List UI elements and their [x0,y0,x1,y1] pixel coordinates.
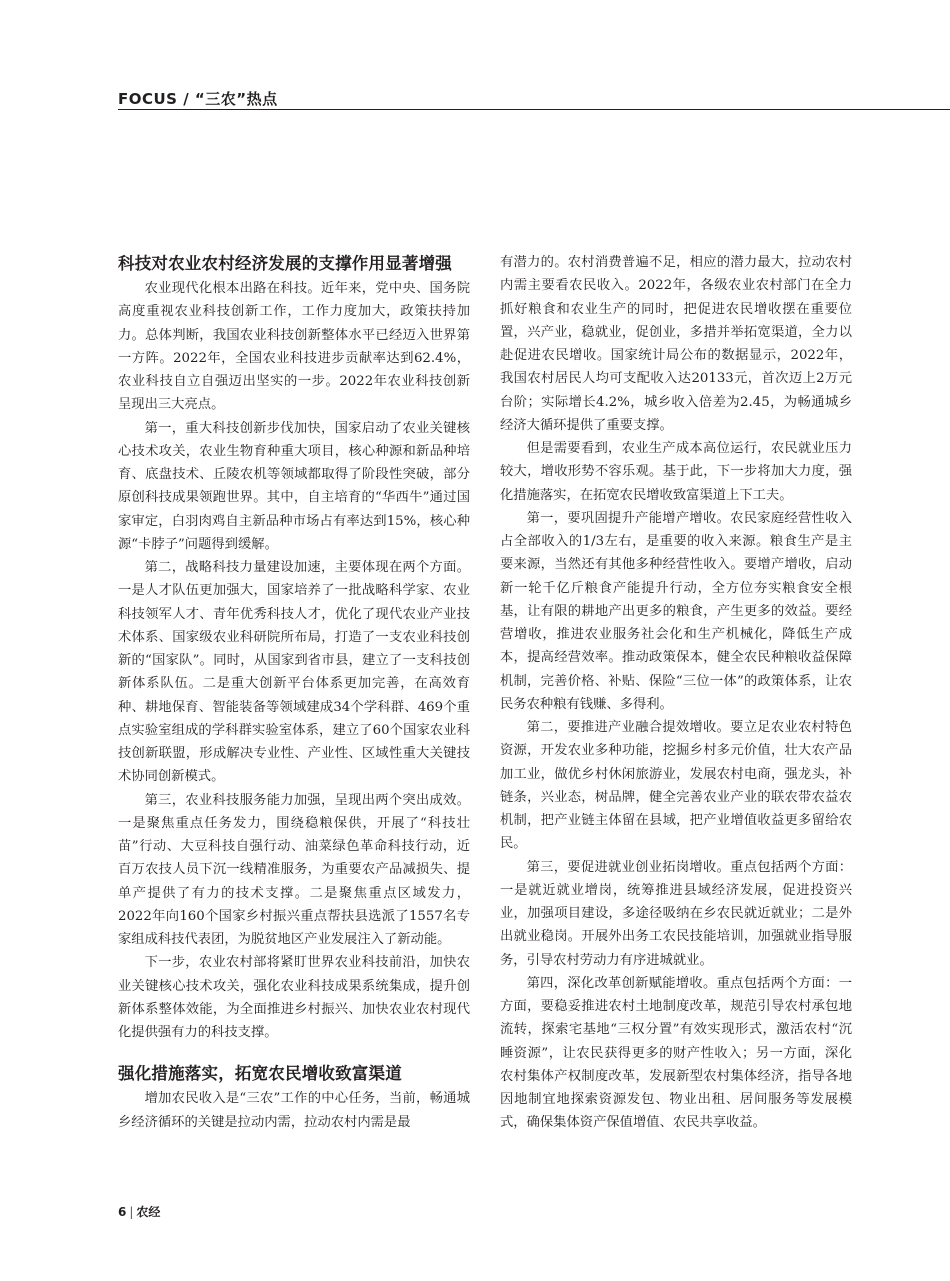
section-heading-tech: 科技对农业农村经济发展的支撑作用显著增强 [118,254,452,273]
paragraph: 第一，重大科技创新步伐加快，国家启动了农业关键核心技术攻关，农业生物育种重大项目，核心种源和新品种培育、底盘技术、丘陵农机等领域都取得了阶段性突破，部分原创科技成果领跑世界。其中，自主培育的“华西牛”通过国家审定，白羽肉鸡自主新品种市场占有率达到15%，核心种源“卡脖子”问题得到缓解。 [118,420,470,552]
footer-separator: | [129,1205,134,1219]
paragraph: 下一步，农业农村部将紧盯世界农业科技前沿，加快农业关键核心技术攻关，强化农业科技成果系统集成，提升创新体系整体效能，为全面推进乡村振兴、加快农业农村现代化提供强有力的科技支撑。 [118,955,470,1040]
paragraph: 第四，深化改革创新赋能增收。重点包括两个方面：一方面，要稳妥推进农村土地制度改革，规范引导农村承包地流转，探索宅基地“三权分置”有效实现形式，激活农村“沉睡资源”，让农民获得更多的财产性收入；另一方面，深化农村集体产权制度改革，发展新型农村集体经济，指导各地因地制宜地探索资源发包、物业出租、居间服务等发展模式，确保集体资产保值增值、农民共享收益。 [500,975,852,1131]
page-footer [118,1203,160,1220]
paragraph: 农业现代化根本出路在科技。近年来，党中央、国务院高度重视农业科技创新工作，工作力度加大，政策扶持加力。总体判断，我国农业科技创新整体水平已经迈入世界第一方阵。2022年，全国农业科技进步贡献率达到62.4%，农业科技自立自强迈出坚实的一步。2022年农业科技创新呈现出三大亮点。 [118,281,470,413]
paragraph: 第三，要促进就业创业拓岗增收。重点包括两个方面：一是就近就业增岗，统筹推进县域经济发展，促进投资兴业，加强项目建设，多途径吸纳在乡农民就近就业；二是外出就业稳岗。开展外出务工农民技能培训，加强就业指导服务，引导农村劳动力有序进城就业。 [500,859,852,968]
paragraph: 增加农民收入是“三农”工作的中心任务，当前，畅通城乡经济循环的关键是拉动内需，拉动农村内需是最 [118,1091,470,1130]
section-heading-income: 强化措施落实，拓宽农民增收致富渠道 [118,1064,402,1084]
page-number: 6 [118,1205,127,1219]
paragraph: 第二，要推进产业融合提效增收。要立足农业农村特色资源，开发农业多种功能，挖掘乡村多元价值，壮大农产品加工业，做优乡村休闲旅游业，发展农村电商，强龙头，补链条，兴业态，树品牌，健全完善农业产业的联农带农益农机制，把产业链主体留在县域，把产业增值收益更多留给农民。 [500,720,852,852]
header-divider [118,109,950,110]
paragraph: 第二，战略科技力量建设加速，主要体现在两个方面。一是人才队伍更加强大，国家培养了一批战略科学家、农业科技领军人才、青年优秀科技人才，优化了现代农业产业技术体系、国家级农业科研院所布局，打造了一支农业科技创新的“国家队”。同时，从国家到省市县，建立了一支科技创新体系队伍。二是重大创新平台体系更加完善，在高效育种、耕地保育、智能装备等领域建成34个学科群、469个重点实验室组成的学科群实验室体系，建立了60个国家农业科技创新联盟，形成解决专业性、产业性、区域性重大关键技术协同创新模式。 [118,560,470,785]
magazine-name: 农经 [136,1205,161,1219]
section-header: FOCUS / “三农”热点 [118,90,278,108]
paragraph-continuation: 有潜力的。农村消费普遍不足，相应的潜力最大，拉动农村内需主要看农民收入。2022年，各级农业农村部门在全力抓好粮食和农业生产的同时，把促进农民增收摆在重要位置，兴产业，稳就业，促创业，多措并举拓宽渠道，全力以赴促进农民增收。国家统计局公布的数据显示，2022年，我国农村居民人均可支配收入达20133元，首次迈上2万元台阶；实际增长4.2%，城乡收入倍差为2.45，为畅通城乡经济大循环提供了重要支撑。 [500,255,852,433]
right-column [500,251,852,1135]
paragraph: 但是需要看到，农业生产成本高位运行，农民就业压力较大，增收形势不容乐观。基于此，下一步将加大力度，强化措施落实，在拓宽农民增收致富渠道上下工夫。 [500,441,852,503]
paragraph: 第一，要巩固提升产能增产增收。农民家庭经营性收入占全部收入的1/3左右，是重要的收入来源。粮食生产是主要来源，当然还有其他多种经营性收入。要增产增收，启动新一轮千亿斤粮食产能提升行动，全方位夯实粮食安全根基，让有限的耕地产出更多的粮食，产生更多的效益。要经营增收，推进农业服务社会化和生产机械化，降低生产成本，提高经营效率。推动政策保本，健全农民种粮收益保障机制，完善价格、补贴、保险“三位一体”的政策体系，让农民务农种粮有钱赚、多得利。 [500,510,852,712]
left-column [118,251,470,1134]
paragraph: 第三，农业科技服务能力加强，呈现出两个突出成效。一是聚焦重点任务发力，围绕稳粮保供，开展了“科技壮苗”行动、大豆科技自强行动、油菜绿色革命科技行动，近百万农技人员下沉一线精准服务，为重要农产品减损失、提单产提供了有力的技术支撑。二是聚焦重点区域发力，2022年向160个国家乡村振兴重点帮扶县选派了1557名专家组成科技代表团，为脱贫地区产业发展注入了新动能。 [118,792,470,947]
